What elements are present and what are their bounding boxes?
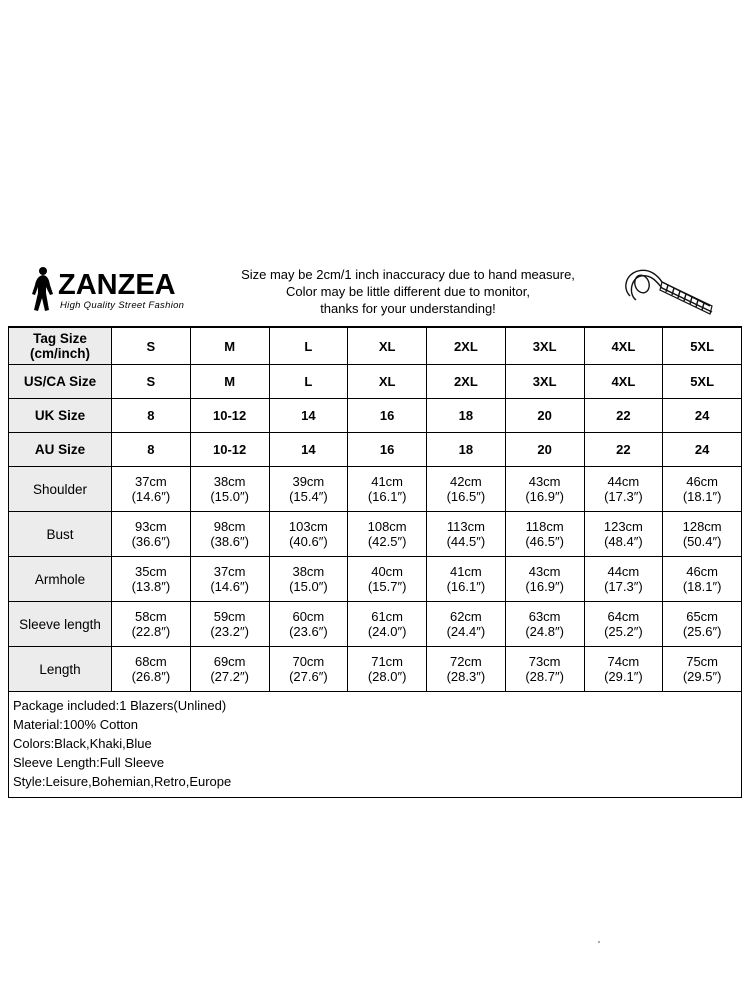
row-header-sleeve-length: Sleeve length xyxy=(9,602,112,647)
cell-tag-size-0: S xyxy=(112,328,191,365)
cell-au-5: 20 xyxy=(505,433,584,467)
value-cm: 108cm xyxy=(367,519,407,534)
value-cm: 41cm xyxy=(371,474,404,489)
cell-armhole-3 xyxy=(348,557,427,602)
cell-bust-1 xyxy=(190,512,269,557)
value-inch: (16.9″) xyxy=(525,489,564,504)
cell-us-ca-5: 3XL xyxy=(505,365,584,399)
cell-au-4: 18 xyxy=(427,433,506,467)
notice-line-1: Size may be 2cm/1 inch inaccuracy due to hand measure, xyxy=(241,267,575,282)
row-header-tag-size xyxy=(9,328,112,365)
value-inch: (16.5″) xyxy=(446,489,486,504)
page-artifact-dot xyxy=(598,941,600,943)
measuring-tape-icon xyxy=(618,262,728,320)
value-cm: 38cm xyxy=(213,474,246,489)
value-cm: 60cm xyxy=(292,609,325,624)
value-inch: (13.8″) xyxy=(131,579,171,594)
cell-shoulder-6 xyxy=(584,467,663,512)
cell-sleeve-4 xyxy=(427,602,506,647)
value-cm: 75cm xyxy=(686,654,719,669)
value-cm: 70cm xyxy=(292,654,325,669)
cell-bust-0 xyxy=(112,512,191,557)
tag-size-label-line1: Tag Size xyxy=(33,331,87,346)
cell-us-ca-4: 2XL xyxy=(427,365,506,399)
value-cm: 93cm xyxy=(134,519,167,534)
cell-shoulder-2 xyxy=(269,467,348,512)
cell-tag-size-5: 3XL xyxy=(505,328,584,365)
cell-uk-1: 10-12 xyxy=(190,399,269,433)
row-header-uk-size: UK Size xyxy=(9,399,112,433)
value-cm: 58cm xyxy=(134,609,167,624)
row-header-armhole: Armhole xyxy=(9,557,112,602)
value-inch: (23.2″) xyxy=(210,624,249,639)
cell-uk-4: 18 xyxy=(427,399,506,433)
cell-sleeve-5 xyxy=(505,602,584,647)
cell-length-3 xyxy=(348,647,427,692)
value-inch: (24.8″) xyxy=(525,624,564,639)
cell-armhole-5 xyxy=(505,557,584,602)
value-cm: 46cm xyxy=(686,564,719,579)
value-inch: (27.6″) xyxy=(289,669,328,684)
value-cm: 44cm xyxy=(607,474,640,489)
cell-au-1: 10-12 xyxy=(190,433,269,467)
value-cm: 118cm xyxy=(525,519,564,534)
value-inch: (25.6″) xyxy=(682,624,722,639)
cell-us-ca-0: S xyxy=(112,365,191,399)
cell-tag-size-2: L xyxy=(269,328,348,365)
value-cm: 38cm xyxy=(292,564,325,579)
cell-armhole-0 xyxy=(112,557,191,602)
value-inch: (17.3″) xyxy=(604,489,643,504)
row-header-us-ca-size: US/CA Size xyxy=(9,365,112,399)
cell-shoulder-3 xyxy=(348,467,427,512)
cell-sleeve-7 xyxy=(663,602,742,647)
product-details xyxy=(8,692,742,798)
cell-sleeve-1 xyxy=(190,602,269,647)
value-cm: 63cm xyxy=(528,609,561,624)
brand-logo xyxy=(18,264,198,322)
value-inch: (18.1″) xyxy=(682,489,722,504)
value-inch: (15.4″) xyxy=(289,489,328,504)
detail-colors: Colors:Black,Khaki,Blue xyxy=(13,736,152,751)
value-cm: 65cm xyxy=(686,609,719,624)
cell-length-1 xyxy=(190,647,269,692)
value-cm: 42cm xyxy=(449,474,482,489)
value-cm: 61cm xyxy=(371,609,404,624)
value-cm: 39cm xyxy=(292,474,325,489)
table-row-armhole xyxy=(9,557,742,602)
value-cm: 46cm xyxy=(686,474,719,489)
brand-name: ZANZEA xyxy=(58,269,176,301)
cell-bust-2 xyxy=(269,512,348,557)
cell-shoulder-4 xyxy=(427,467,506,512)
chart-header xyxy=(8,258,742,327)
value-cm: 128cm xyxy=(682,519,722,534)
value-cm: 35cm xyxy=(134,564,167,579)
cell-au-6: 22 xyxy=(584,433,663,467)
value-cm: 73cm xyxy=(528,654,561,669)
value-cm: 72cm xyxy=(449,654,482,669)
value-cm: 43cm xyxy=(528,564,561,579)
cell-tag-size-3: XL xyxy=(348,328,427,365)
cell-us-ca-3: XL xyxy=(348,365,427,399)
value-inch: (46.5″) xyxy=(525,534,564,549)
row-header-shoulder: Shoulder xyxy=(9,467,112,512)
cell-armhole-2 xyxy=(269,557,348,602)
detail-sleeve-length: Sleeve Length:Full Sleeve xyxy=(13,755,165,770)
value-inch: (23.6″) xyxy=(289,624,328,639)
value-inch: (14.6″) xyxy=(131,489,171,504)
value-inch: (40.6″) xyxy=(289,534,328,549)
value-inch: (25.2″) xyxy=(604,624,643,639)
value-inch: (44.5″) xyxy=(446,534,486,549)
value-cm: 62cm xyxy=(449,609,482,624)
cell-armhole-4 xyxy=(427,557,506,602)
notice-line-3: thanks for your understanding! xyxy=(320,301,496,316)
notice-line-2: Color may be little different due to monitor, xyxy=(286,284,530,299)
value-inch: (42.5″) xyxy=(367,534,407,549)
cell-length-6 xyxy=(584,647,663,692)
value-inch: (17.3″) xyxy=(604,579,643,594)
cell-tag-size-4: 2XL xyxy=(427,328,506,365)
value-inch: (29.1″) xyxy=(604,669,643,684)
value-inch: (16.9″) xyxy=(525,579,564,594)
cell-armhole-7 xyxy=(663,557,742,602)
value-cm: 98cm xyxy=(213,519,246,534)
detail-material: Material:100% Cotton xyxy=(13,717,139,732)
cell-bust-3 xyxy=(348,512,427,557)
value-inch: (27.2″) xyxy=(210,669,249,684)
cell-sleeve-2 xyxy=(269,602,348,647)
cell-uk-2: 14 xyxy=(269,399,348,433)
cell-bust-5 xyxy=(505,512,584,557)
cell-shoulder-0 xyxy=(112,467,191,512)
cell-uk-3: 16 xyxy=(348,399,427,433)
value-inch: (38.6″) xyxy=(210,534,249,549)
table-row-tag-size xyxy=(9,328,742,365)
value-cm: 64cm xyxy=(607,609,640,624)
value-cm: 40cm xyxy=(371,564,404,579)
cell-length-5 xyxy=(505,647,584,692)
value-cm: 37cm xyxy=(213,564,246,579)
table-row-sleeve-length xyxy=(9,602,742,647)
row-header-length: Length xyxy=(9,647,112,692)
value-inch: (22.8″) xyxy=(131,624,171,639)
row-header-bust: Bust xyxy=(9,512,112,557)
cell-au-3: 16 xyxy=(348,433,427,467)
cell-length-2 xyxy=(269,647,348,692)
value-cm: 41cm xyxy=(449,564,482,579)
value-inch: (24.0″) xyxy=(367,624,407,639)
cell-length-4 xyxy=(427,647,506,692)
cell-sleeve-0 xyxy=(112,602,191,647)
value-inch: (16.1″) xyxy=(367,489,407,504)
value-inch: (29.5″) xyxy=(682,669,722,684)
value-cm: 113cm xyxy=(446,519,485,534)
value-inch: (18.1″) xyxy=(682,579,722,594)
table-row-bust xyxy=(9,512,742,557)
value-inch: (36.6″) xyxy=(131,534,171,549)
cell-shoulder-5 xyxy=(505,467,584,512)
cell-uk-7: 24 xyxy=(663,399,742,433)
cell-tag-size-1: M xyxy=(190,328,269,365)
value-inch: (15.0″) xyxy=(289,579,328,594)
cell-sleeve-6 xyxy=(584,602,663,647)
cell-bust-6 xyxy=(584,512,663,557)
cell-us-ca-2: L xyxy=(269,365,348,399)
value-cm: 37cm xyxy=(134,474,167,489)
detail-package: Package included:1 Blazers(Unlined) xyxy=(13,698,227,713)
table-row-au-size xyxy=(9,433,742,467)
value-inch: (14.6″) xyxy=(210,579,249,594)
table-row-us-ca-size xyxy=(9,365,742,399)
value-inch: (15.7″) xyxy=(367,579,407,594)
measurement-notice xyxy=(198,266,618,317)
value-cm: 43cm xyxy=(528,474,561,489)
value-inch: (28.7″) xyxy=(525,669,564,684)
table-row-length xyxy=(9,647,742,692)
value-inch: (48.4″) xyxy=(604,534,643,549)
cell-tag-size-6: 4XL xyxy=(584,328,663,365)
brand-tagline: High Quality Street Fashion xyxy=(60,300,185,311)
detail-style: Style:Leisure,Bohemian,Retro,Europe xyxy=(13,774,232,789)
cell-armhole-1 xyxy=(190,557,269,602)
table-row-uk-size xyxy=(9,399,742,433)
tag-size-label-line2: (cm/inch) xyxy=(29,346,90,361)
value-cm: 68cm xyxy=(134,654,167,669)
value-cm: 123cm xyxy=(603,519,643,534)
cell-au-2: 14 xyxy=(269,433,348,467)
cell-shoulder-7 xyxy=(663,467,742,512)
table-row-shoulder xyxy=(9,467,742,512)
size-chart xyxy=(8,258,742,798)
cell-bust-4 xyxy=(427,512,506,557)
size-table xyxy=(8,327,742,692)
woman-silhouette-icon xyxy=(30,266,56,314)
cell-tag-size-7: 5XL xyxy=(663,328,742,365)
cell-au-0: 8 xyxy=(112,433,191,467)
value-inch: (28.3″) xyxy=(446,669,486,684)
value-cm: 103cm xyxy=(288,519,328,534)
value-inch: (16.1″) xyxy=(446,579,486,594)
cell-length-7 xyxy=(663,647,742,692)
cell-shoulder-1 xyxy=(190,467,269,512)
value-inch: (15.0″) xyxy=(210,489,249,504)
cell-bust-7 xyxy=(663,512,742,557)
cell-au-7: 24 xyxy=(663,433,742,467)
cell-uk-5: 20 xyxy=(505,399,584,433)
cell-us-ca-7: 5XL xyxy=(663,365,742,399)
value-cm: 74cm xyxy=(607,654,640,669)
cell-us-ca-6: 4XL xyxy=(584,365,663,399)
row-header-au-size: AU Size xyxy=(9,433,112,467)
cell-uk-0: 8 xyxy=(112,399,191,433)
value-cm: 69cm xyxy=(213,654,246,669)
cell-uk-6: 22 xyxy=(584,399,663,433)
value-inch: (28.0″) xyxy=(367,669,407,684)
cell-length-0 xyxy=(112,647,191,692)
cell-sleeve-3 xyxy=(348,602,427,647)
value-cm: 59cm xyxy=(213,609,246,624)
cell-us-ca-1: M xyxy=(190,365,269,399)
cell-armhole-6 xyxy=(584,557,663,602)
value-inch: (24.4″) xyxy=(446,624,486,639)
value-inch: (50.4″) xyxy=(682,534,722,549)
value-inch: (26.8″) xyxy=(131,669,171,684)
value-cm: 71cm xyxy=(371,654,404,669)
value-cm: 44cm xyxy=(607,564,640,579)
